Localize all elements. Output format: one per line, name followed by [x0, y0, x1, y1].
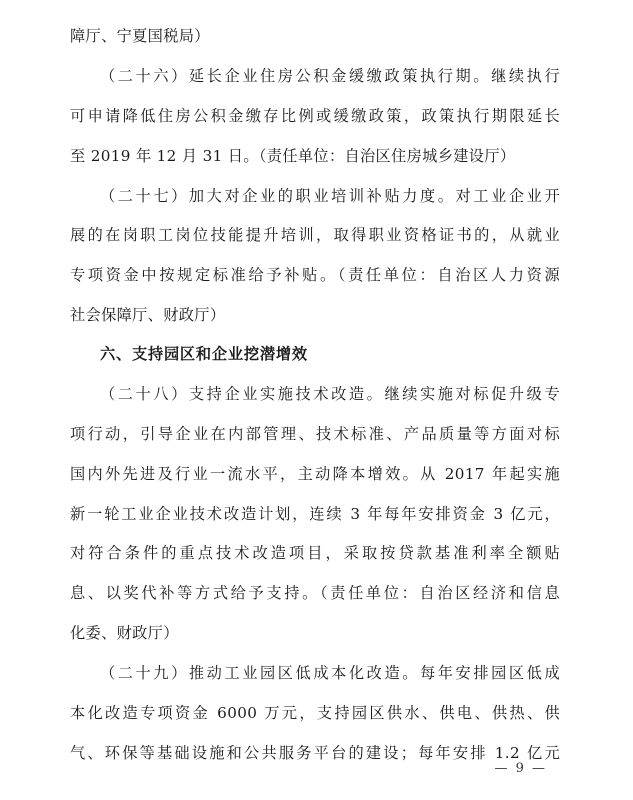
text-line: 专项资金中按规定标准给予补贴。（责任单位：自治区人力资源 [70, 266, 560, 284]
text-line: 息、以奖代补等方式给予支持。（责任单位：自治区经济和信息 [70, 584, 560, 602]
text-line: （二十七）加大对企业的职业培训补贴力度。对工业企业开 [100, 187, 560, 205]
text-line: （二十六）延长企业住房公积金缓缴政策执行期。继续执行 [100, 67, 560, 85]
text-line: 可申请降低住房公积金缴存比例或缓缴政策，政策执行期限延长 [70, 107, 560, 125]
text-line: 对符合条件的重点技术改造项目，采取按贷款基准利率全额贴 [70, 544, 560, 562]
page-number-value: 9 [515, 761, 526, 776]
text-line: 社会保障厅、财政厅） [70, 306, 226, 324]
text-line: 本化改造专项资金 6000 万元，支持园区供水、供电、供热、供 [70, 704, 560, 722]
text-line: 气、环保等基础设施和公共服务平台的建设；每年安排 1.2 亿元 [70, 744, 560, 762]
text-line: （二十八）支持企业实施技术改造。继续实施对标促升级专 [100, 385, 560, 403]
text-line: 至 2019 年 12 月 31 日。（责任单位：自治区住房城乡建设厅） [70, 147, 516, 165]
text-line: 国内外先进及行业一流水平，主动降本增效。从 2017 年起实施 [70, 465, 560, 483]
section-heading: 六、支持园区和企业挖潜增效 [100, 345, 308, 363]
text-line: 项行动，引导企业在内部管理、技术标准、产品质量等方面对标 [70, 425, 560, 443]
page-footer [0, 761, 633, 776]
text-line: 展的在岗职工岗位技能提升培训，取得职业资格证书的，从就业 [70, 226, 560, 244]
page-number [494, 761, 547, 776]
text-line: 新一轮工业企业技术改造计划，连续 3 年每年安排资金 3 亿元， [70, 505, 560, 523]
page-dash-right: — [532, 761, 547, 776]
text-line: （二十九）推动工业园区低成本化改造。每年安排园区低成 [100, 664, 560, 682]
text-line: 化委、财政厅） [70, 624, 179, 642]
text-line: 障厅、宁夏国税局） [70, 27, 210, 45]
page-dash-left: — [494, 761, 510, 776]
